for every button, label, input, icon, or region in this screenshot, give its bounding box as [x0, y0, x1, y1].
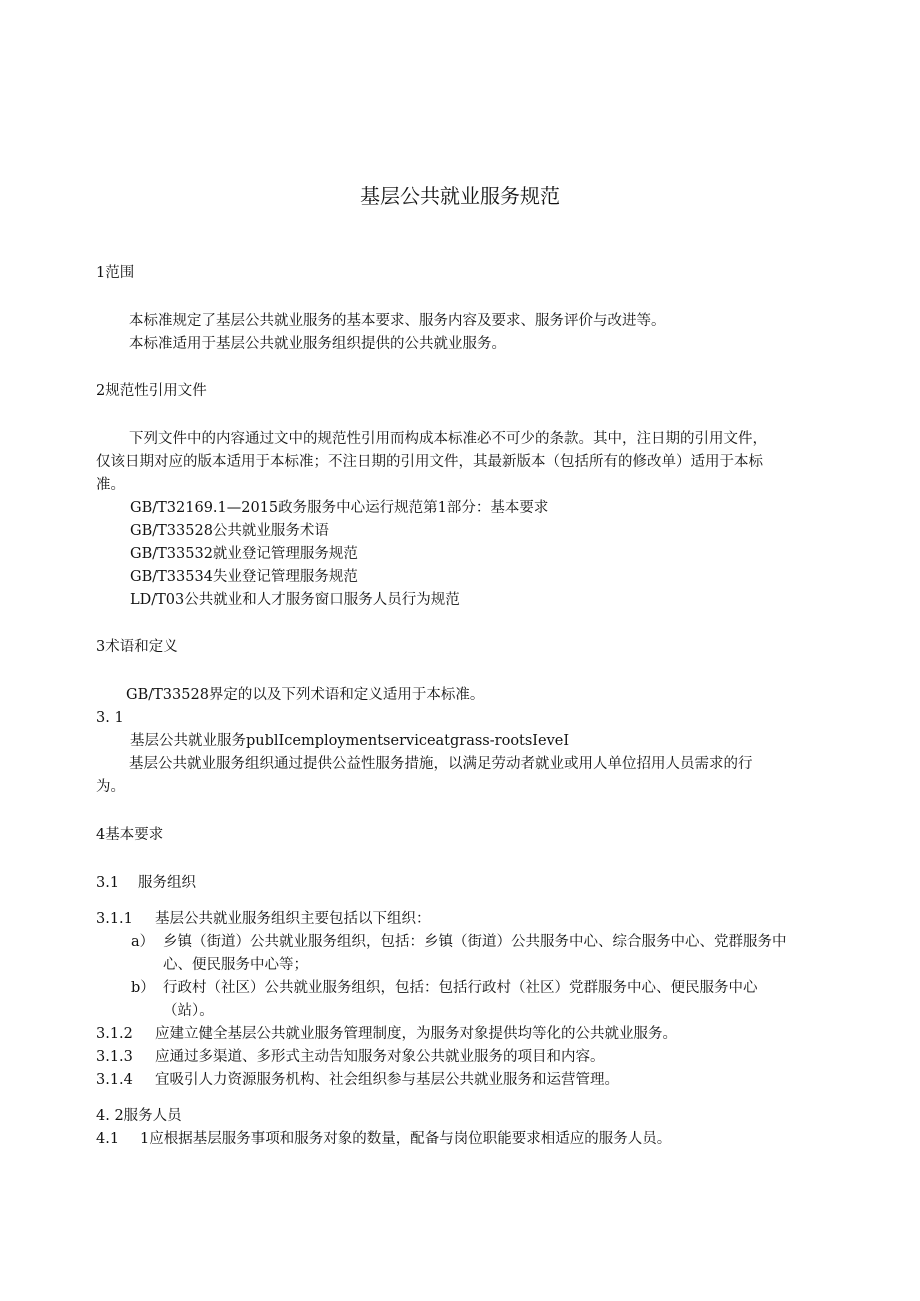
- section-4-heading: 4基本要求: [96, 827, 164, 843]
- clause-number: 4.1: [96, 1131, 120, 1147]
- reference-item: GB/T32169.1—2015政务服务中心运行规范第1部分：基本要求: [130, 500, 549, 516]
- subsection-number: 3.1: [96, 875, 120, 891]
- reference-item: GB/T33534失业登记管理服务规范: [130, 569, 358, 585]
- document-title: 基层公共就业服务规范: [360, 184, 560, 208]
- clause-number: 3.1.4: [96, 1072, 133, 1088]
- clause-number: 3.1.3: [96, 1049, 133, 1065]
- subsection-heading: 4. 2服务人员: [96, 1108, 182, 1124]
- list-marker: b）: [131, 980, 155, 996]
- reference-item: GB/T33532就业登记管理服务规范: [130, 546, 358, 562]
- section-2-paragraph-line-3: 准。: [96, 477, 125, 493]
- clause-text: 1应根据基层服务事项和服务对象的数量，配备与岗位职能要求相适应的服务人员。: [140, 1131, 672, 1147]
- term-definition-line-1: 基层公共就业服务组织通过提供公益性服务措施，以满足劳动者就业或用人单位招用人员需求的行: [129, 756, 753, 772]
- clause-text: 宜吸引人力资源服务机构、社会组织参与基层公共就业服务和运营管理。: [155, 1072, 619, 1088]
- term-definition-line-2: 为。: [96, 779, 125, 795]
- section-2-paragraph-line-2: 仅该日期对应的版本适用于本标准；不注日期的引用文件，其最新版本（包括所有的修改单）适用于本标: [96, 454, 763, 470]
- clause-text: 应通过多渠道、多形式主动告知服务对象公共就业服务的项目和内容。: [155, 1049, 605, 1065]
- clause-number: 3.1.1: [96, 911, 133, 927]
- clause-number: 3.1.2: [96, 1026, 133, 1042]
- list-item-b-line-1: 行政村（社区）公共就业服务组织，包括：包括行政村（社区）党群服务中心、便民服务中心: [163, 980, 758, 996]
- list-marker: a）: [131, 934, 155, 950]
- section-3-paragraph: GB/T33528界定的以及下列术语和定义适用于本标准。: [126, 687, 485, 703]
- section-1-paragraph-2: 本标准适用于基层公共就业服务组织提供的公共就业服务。: [129, 336, 506, 352]
- term-name: 基层公共就业服务publIcemploymentserviceatgrass-rootsIeveI: [130, 733, 570, 749]
- clause-text: 应建立健全基层公共就业服务管理制度，为服务对象提供均等化的公共就业服务。: [155, 1026, 677, 1042]
- section-1-heading: 1范围: [96, 265, 135, 281]
- section-2-heading: 2规范性引用文件: [96, 383, 207, 399]
- subsection-title: 服务组织: [138, 875, 196, 891]
- reference-item: LD/T03公共就业和人才服务窗口服务人员行为规范: [130, 592, 460, 608]
- list-item-b-line-2: （站）。: [163, 1003, 214, 1019]
- list-item-a-line-1: 乡镇（街道）公共就业服务组织，包括：乡镇（街道）公共服务中心、综合服务中心、党群服务中: [163, 934, 787, 950]
- list-item-a-line-2: 心、便民服务中心等；: [163, 957, 308, 973]
- section-2-paragraph-line-1: 下列文件中的内容通过文中的规范性引用而构成本标准必不可少的条款。其中，注日期的引用文件，: [129, 431, 767, 447]
- clause-text: 基层公共就业服务组织主要包括以下组织：: [155, 911, 431, 927]
- section-3-heading: 3术语和定义: [96, 639, 178, 655]
- section-1-paragraph-1: 本标准规定了基层公共就业服务的基本要求、服务内容及要求、服务评价与改进等。: [129, 313, 666, 329]
- reference-item: GB/T33528公共就业服务术语: [130, 523, 329, 539]
- term-number: 3. 1: [96, 710, 124, 726]
